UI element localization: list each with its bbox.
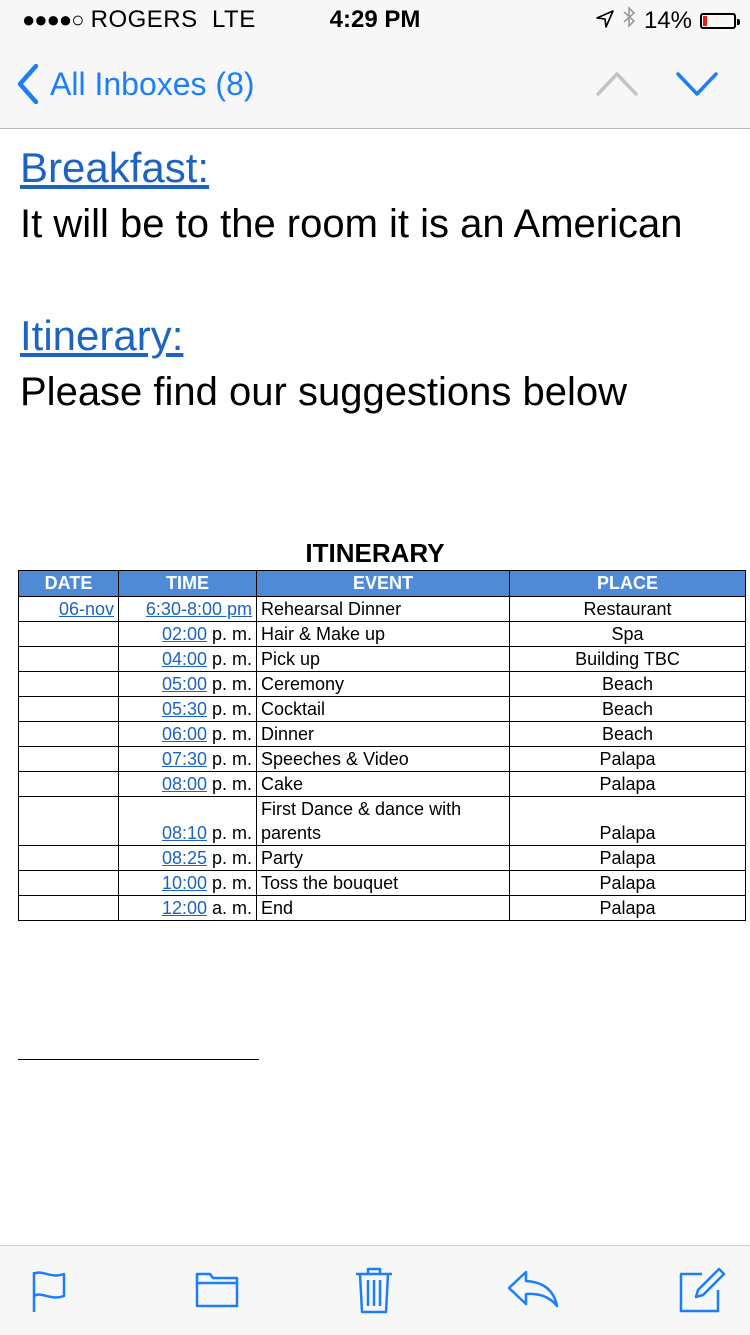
cell-date xyxy=(19,672,119,697)
chevron-left-icon xyxy=(16,64,40,104)
cell-event: Speeches & Video xyxy=(257,747,510,772)
compose-button[interactable] xyxy=(678,1266,726,1319)
cell-date xyxy=(19,896,119,921)
cell-date xyxy=(19,622,119,647)
cell-event: Pick up xyxy=(257,647,510,672)
cell-event: Hair & Make up xyxy=(257,622,510,647)
cell-time xyxy=(119,697,257,722)
table-row xyxy=(19,896,746,921)
cell-place: Spa xyxy=(510,622,746,647)
cell-place: Palapa xyxy=(510,797,746,846)
chevron-up-icon xyxy=(596,64,638,104)
chevron-down-icon xyxy=(676,64,718,104)
cell-event: Cocktail xyxy=(257,697,510,722)
time-link[interactable]: 06:00 xyxy=(161,724,207,744)
battery-icon xyxy=(700,13,736,29)
itinerary-heading[interactable]: Itinerary: xyxy=(20,312,184,359)
compose-icon xyxy=(678,1266,726,1314)
cell-time xyxy=(119,672,257,697)
time-link[interactable]: 08:10 xyxy=(161,823,207,843)
breakfast-heading[interactable]: Breakfast: xyxy=(20,144,210,191)
flag-icon xyxy=(30,1266,70,1314)
time-suffix: p. m. xyxy=(206,873,252,893)
time-suffix: p. m. xyxy=(206,649,252,669)
time-link[interactable]: 6:30-8:00 pm xyxy=(145,599,252,619)
back-button[interactable] xyxy=(16,62,255,106)
cell-time xyxy=(119,622,257,647)
cell-date[interactable]: 06-nov xyxy=(19,597,119,622)
time-suffix: p. m. xyxy=(206,749,252,769)
carrier-name: ROGERS xyxy=(90,6,198,33)
network-type: LTE xyxy=(211,6,256,33)
cell-place: Beach xyxy=(510,672,746,697)
cell-date xyxy=(19,722,119,747)
itinerary-table xyxy=(18,570,746,921)
location-icon xyxy=(596,7,614,35)
cell-place: Palapa xyxy=(510,871,746,896)
time-suffix: p. m. xyxy=(206,724,252,744)
cell-date xyxy=(19,797,119,846)
folder-icon xyxy=(194,1266,240,1310)
cell-time xyxy=(119,722,257,747)
cell-date xyxy=(19,846,119,871)
signature-divider xyxy=(18,1059,259,1060)
table-row xyxy=(19,672,746,697)
cell-event: Cake xyxy=(257,772,510,797)
table-row xyxy=(19,772,746,797)
cell-date xyxy=(19,747,119,772)
time-link[interactable]: 04:00 xyxy=(161,649,207,669)
cell-event: Toss the bouquet xyxy=(257,871,510,896)
cell-place: Beach xyxy=(510,697,746,722)
cell-event: End xyxy=(257,896,510,921)
time-suffix: p. m. xyxy=(206,699,252,719)
time-suffix: p. m. xyxy=(206,674,252,694)
cell-date xyxy=(19,697,119,722)
move-to-folder-button[interactable] xyxy=(194,1266,240,1315)
table-row xyxy=(19,747,746,772)
back-button-label: All Inboxes (8) xyxy=(50,65,255,102)
reply-button[interactable] xyxy=(506,1266,560,1315)
cell-time xyxy=(119,647,257,672)
cell-time xyxy=(119,597,257,622)
delete-button[interactable] xyxy=(354,1266,394,1319)
itinerary-text: Please find our suggestions below xyxy=(20,370,628,414)
navigation-bar xyxy=(0,40,750,129)
table-row xyxy=(19,597,746,622)
cell-place: Beach xyxy=(510,722,746,747)
header-time: TIME xyxy=(119,571,257,597)
cell-time xyxy=(119,747,257,772)
cell-event: First Dance & dance with parents xyxy=(257,797,510,846)
cell-date xyxy=(19,871,119,896)
bluetooth-icon xyxy=(622,6,636,35)
time-suffix: p. m. xyxy=(206,848,252,868)
time-suffix: p. m. xyxy=(206,774,252,794)
table-row xyxy=(19,797,746,846)
time-link[interactable]: 02:00 xyxy=(161,624,207,644)
time-link[interactable]: 07:30 xyxy=(161,749,207,769)
battery-percent: 14% xyxy=(643,6,692,34)
cell-date xyxy=(19,647,119,672)
time-link[interactable]: 12:00 xyxy=(161,898,207,918)
cell-time xyxy=(119,772,257,797)
signal-strength-icon: ●●●●○ xyxy=(22,7,84,32)
time-link[interactable]: 10:00 xyxy=(161,873,207,893)
trash-icon xyxy=(354,1266,394,1314)
table-row xyxy=(19,722,746,747)
cell-date xyxy=(19,772,119,797)
flag-button[interactable] xyxy=(30,1266,70,1319)
email-body xyxy=(20,140,750,420)
time-link[interactable]: 08:00 xyxy=(161,774,207,794)
next-message-button[interactable] xyxy=(676,64,718,109)
cell-place: Palapa xyxy=(510,846,746,871)
cell-event: Party xyxy=(257,846,510,871)
time-suffix: p. m. xyxy=(206,823,252,843)
breakfast-text: It will be to the room it is an American xyxy=(20,202,683,246)
cell-place: Restaurant xyxy=(510,597,746,622)
cell-event: Ceremony xyxy=(257,672,510,697)
cell-place: Palapa xyxy=(510,747,746,772)
time-suffix: p. m. xyxy=(206,624,252,644)
cell-event: Rehearsal Dinner xyxy=(257,597,510,622)
previous-message-button[interactable] xyxy=(596,64,638,109)
table-header-row xyxy=(19,571,746,597)
bottom-toolbar xyxy=(0,1245,750,1335)
reply-icon xyxy=(506,1266,560,1310)
cell-place: Palapa xyxy=(510,896,746,921)
header-event: EVENT xyxy=(257,571,510,597)
status-right xyxy=(596,6,736,35)
time-link[interactable]: 05:00 xyxy=(161,674,207,694)
time-link[interactable]: 08:25 xyxy=(161,848,207,868)
cell-place: Building TBC xyxy=(510,647,746,672)
cell-time xyxy=(119,797,257,846)
header-date: DATE xyxy=(19,571,119,597)
cell-time xyxy=(119,871,257,896)
table-row xyxy=(19,647,746,672)
time-suffix: a. m. xyxy=(206,898,252,918)
status-bar xyxy=(0,0,750,40)
table-row xyxy=(19,871,746,896)
table-row xyxy=(19,622,746,647)
itinerary-rows xyxy=(19,597,746,921)
table-row xyxy=(19,697,746,722)
status-time: 4:29 PM xyxy=(329,6,421,33)
cell-time xyxy=(119,846,257,871)
time-link[interactable]: 05:30 xyxy=(161,699,207,719)
table-row xyxy=(19,846,746,871)
cell-event: Dinner xyxy=(257,722,510,747)
cell-place: Palapa xyxy=(510,772,746,797)
itinerary-table-title: ITINERARY xyxy=(305,538,445,568)
cell-time xyxy=(119,896,257,921)
header-place: PLACE xyxy=(510,571,746,597)
